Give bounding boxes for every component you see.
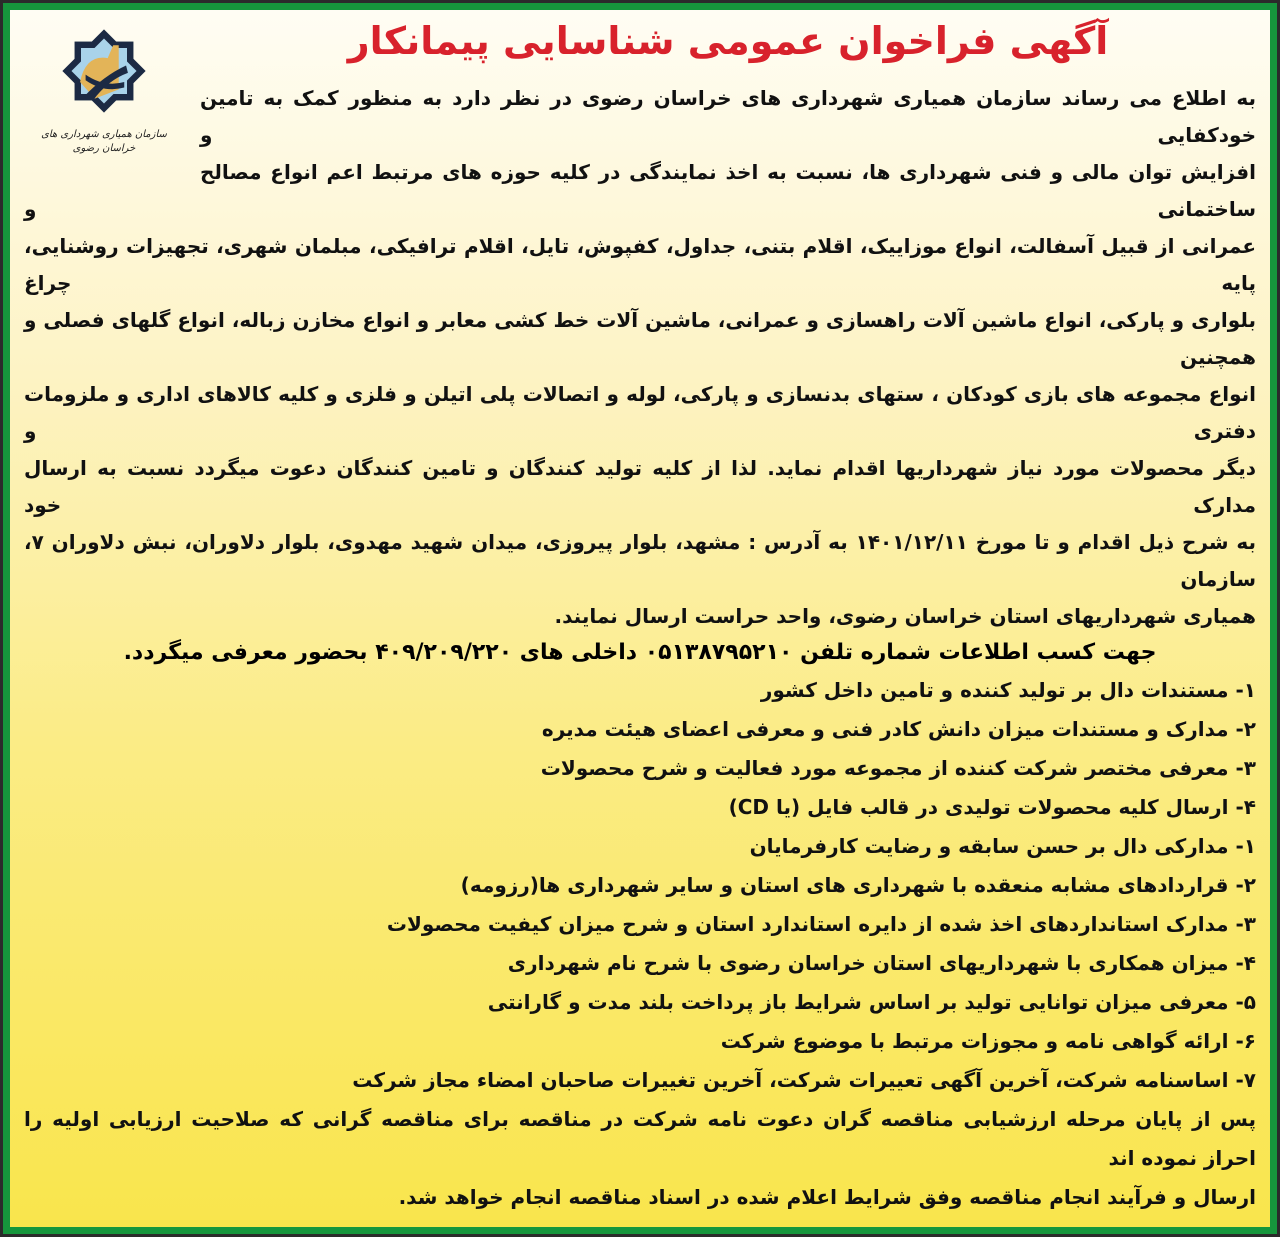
paragraph-line: به شرح ذیل اقدام و تا مورخ ۱۴۰۱/۱۲/۱۱ به آدرس : مشهد، بلوار پیروزی، میدان شهید مهدوی، بلوار دلاوران، نبش دلاوران ۷، سازمان bbox=[24, 530, 1256, 591]
ad-header-and-intro bbox=[24, 16, 1256, 635]
list-item: ۵- معرفی میزان توانایی تولید بر اساس شرایط باز پرداخت بلند مدت و گارانتی bbox=[487, 990, 1256, 1014]
list-item: ۷- اساسنامه شرکت، آخرین آگهی تعییرات شرکت، آخرین تغییرات صاحبان امضاء مجاز شرکت bbox=[352, 1068, 1256, 1092]
list-item: ۱- مستندات دال بر تولید کننده و تامین داخل کشور bbox=[760, 678, 1256, 702]
list-item: ۶- ارائه گواهی نامه و مجوزات مرتبط با موضوع شرکت bbox=[720, 1029, 1256, 1053]
contact-info-line: جهت کسب اطلاعات شماره تلفن ۰۵۱۳۸۷۹۵۲۱۰ داخلی های ۴۰۹/۲۰۹/۲۲۰ بحضور معرفی میگردد. bbox=[123, 640, 1157, 665]
closing-line: ارسال و فرآیند انجام مناقصه وفق شرایط اعلام شده در اسناد مناقصه انجام خواهد شد. bbox=[398, 1185, 1256, 1209]
logo-caption: سازمان همیاری شهرداری های خراسان رضوی bbox=[41, 129, 167, 154]
paragraph-line: بلواری و پارکی، انواع ماشین آلات راهسازی و عمرانی، ماشین آلات خط کشی معابر و انواع مخازن زباله، انواع گلهای فصلی و همچنین bbox=[24, 308, 1256, 369]
paragraph-line: دیگر محصولات مورد نیاز شهرداریها اقدام نماید. لذا از کلیه تولید کنندگان و تامین کنندگان دعوت میگردد نسبت به ارسال مدارک خود bbox=[24, 456, 1256, 517]
list-item: ۱- مدارکی دال بر حسن سابقه و رضایت کارفرمایان bbox=[749, 834, 1256, 858]
list-item: ۲- قراردادهای مشابه منعقده با شهرداری های استان و سایر شهرداری ها(رزومه) bbox=[460, 873, 1256, 897]
organization-logo bbox=[24, 16, 184, 156]
ad-title: آگهی فراخوان عمومی شناسایی پیمانکار bbox=[347, 19, 1109, 63]
intro-paragraph bbox=[24, 80, 1256, 635]
paragraph-line: انواع مجموعه های بازی کودکان ، ستهای بدنسازی و پارکی، لوله و اتصالات پلی اتیلن و فلزی و کلیه کالاهای اداری و ملزومات دفتری و bbox=[24, 382, 1256, 443]
paragraph-line: به اطلاع می رساند سازمان همیاری شهرداری های خراسان رضوی در نظر دارد به منظور کمک به تامین خودکفایی و bbox=[200, 86, 1256, 147]
list-item: ۳- معرفی مختصر شرکت کننده از مجموعه مورد فعالیت و شرح محصولات bbox=[540, 756, 1256, 780]
paragraph-line: همیاری شهرداریهای استان خراسان رضوی، واحد حراست ارسال نمایند. bbox=[554, 604, 1256, 628]
star-emblem-icon bbox=[58, 16, 150, 126]
list-item: ۴- میزان همکاری با شهرداریهای استان خراسان رضوی با شرح نام شهرداری bbox=[507, 951, 1256, 975]
requirements-list bbox=[24, 671, 1256, 1217]
list-item: ۳- مدارک استانداردهای اخذ شده از دایره استاندارد استان و شرح میزان کیفیت محصولات bbox=[386, 912, 1256, 936]
ad-panel bbox=[3, 3, 1277, 1234]
paragraph-line: عمرانی از قبیل آسفالت، انواع موزاییک، اقلام بتنی، جداول، کفپوش، تایل، اقلام ترافیکی، مبلمان شهری، تجهیزات روشنایی، پایه چراغ bbox=[24, 234, 1256, 295]
list-item: ۴- ارسال کلیه محصولات تولیدی در قالب فایل (یا CD) bbox=[728, 795, 1256, 819]
paragraph-line: افزایش توان مالی و فنی شهرداری ها، نسبت به اخذ نمایندگی در کلیه حوزه های مرتبط اعم انواع مصالح ساختمانی و bbox=[24, 160, 1256, 221]
list-item: ۲- مدارک و مستندات میزان دانش کادر فنی و معرفی اعضای هیئت مدیره bbox=[541, 717, 1256, 741]
closing-line: پس از پایان مرحله ارزشیابی مناقصه گران دعوت نامه شرکت در مناقصه برای مناقصه گرانی که صلاحیت ارزیابی اولیه را احراز نموده اند bbox=[24, 1107, 1256, 1170]
